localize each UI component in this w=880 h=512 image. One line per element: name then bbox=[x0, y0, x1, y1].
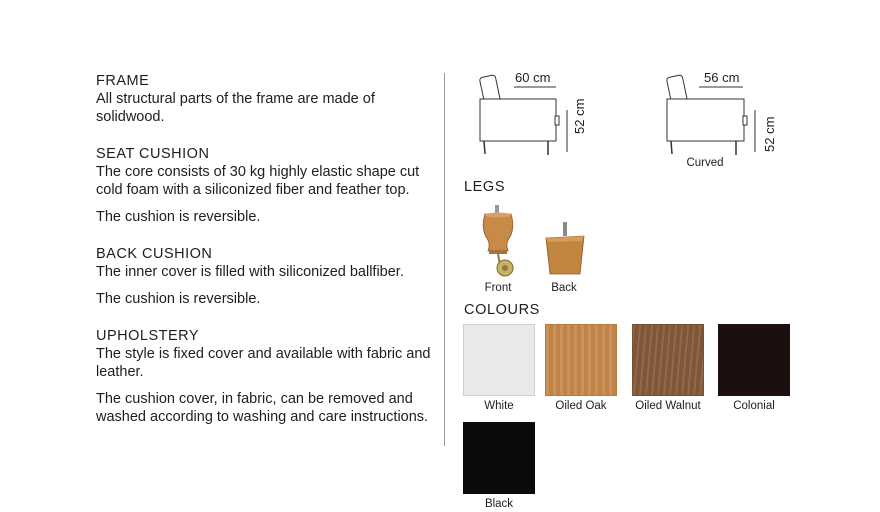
colour-label: Oiled Oak bbox=[555, 400, 607, 412]
colour-label: Colonial bbox=[733, 400, 775, 412]
section-title: UPHOLSTERY bbox=[96, 328, 200, 344]
curved-chair-height-label: 52 cm bbox=[762, 116, 777, 152]
section-text: The inner cover is filled with siliconized ballfiber. bbox=[96, 264, 404, 280]
colour-swatch bbox=[545, 324, 617, 396]
colour-swatch bbox=[718, 324, 790, 396]
colour-option-black[interactable] bbox=[463, 422, 535, 510]
column-divider bbox=[444, 73, 445, 446]
front-leg-image bbox=[476, 205, 520, 281]
colour-swatch bbox=[463, 324, 535, 396]
curved-caption: Curved bbox=[686, 157, 724, 169]
section-text: The core consists of 30 kg highly elastic shape cut cold foam with a siliconized fiber and feather top. bbox=[96, 164, 420, 198]
colours-heading: COLOURS bbox=[464, 302, 540, 318]
colour-option-oiled-walnut[interactable] bbox=[632, 324, 704, 412]
front-leg-label: Front bbox=[484, 282, 512, 294]
section-title: SEAT CUSHION bbox=[96, 146, 210, 162]
section-text: The style is fixed cover and available with fabric and leather. bbox=[96, 346, 431, 380]
section-text: The cushion is reversible. bbox=[96, 291, 261, 307]
colour-label: Black bbox=[484, 498, 514, 510]
legs-heading: LEGS bbox=[464, 179, 506, 195]
colour-label: Oiled Walnut bbox=[635, 400, 701, 412]
section-text: The cushion is reversible. bbox=[96, 209, 261, 225]
chair-width-label: 60 cm bbox=[515, 70, 551, 85]
back-cushion-section bbox=[96, 245, 431, 308]
colour-option-white[interactable] bbox=[463, 324, 535, 412]
section-text: All structural parts of the frame are made of solidwood. bbox=[96, 91, 375, 125]
colour-label: White bbox=[484, 400, 514, 412]
section-title: BACK CUSHION bbox=[96, 246, 213, 262]
back-leg-label: Back bbox=[551, 282, 577, 294]
specs-column bbox=[96, 72, 431, 445]
colour-option-colonial[interactable] bbox=[718, 324, 790, 412]
colour-swatch bbox=[463, 422, 535, 494]
frame-section bbox=[96, 72, 431, 126]
section-text: The cushion cover, in fabric, can be removed and washed according to washing and care instructions. bbox=[96, 391, 429, 425]
chair-height-label: 52 cm bbox=[572, 98, 587, 134]
section-title: FRAME bbox=[96, 73, 150, 89]
curved-chair-width-label: 56 cm bbox=[704, 70, 740, 85]
upholstery-section bbox=[96, 327, 431, 426]
back-leg-image bbox=[542, 222, 588, 276]
colour-swatch bbox=[632, 324, 704, 396]
colour-option-oiled-oak[interactable] bbox=[545, 324, 617, 412]
seat-cushion-section bbox=[96, 145, 431, 226]
